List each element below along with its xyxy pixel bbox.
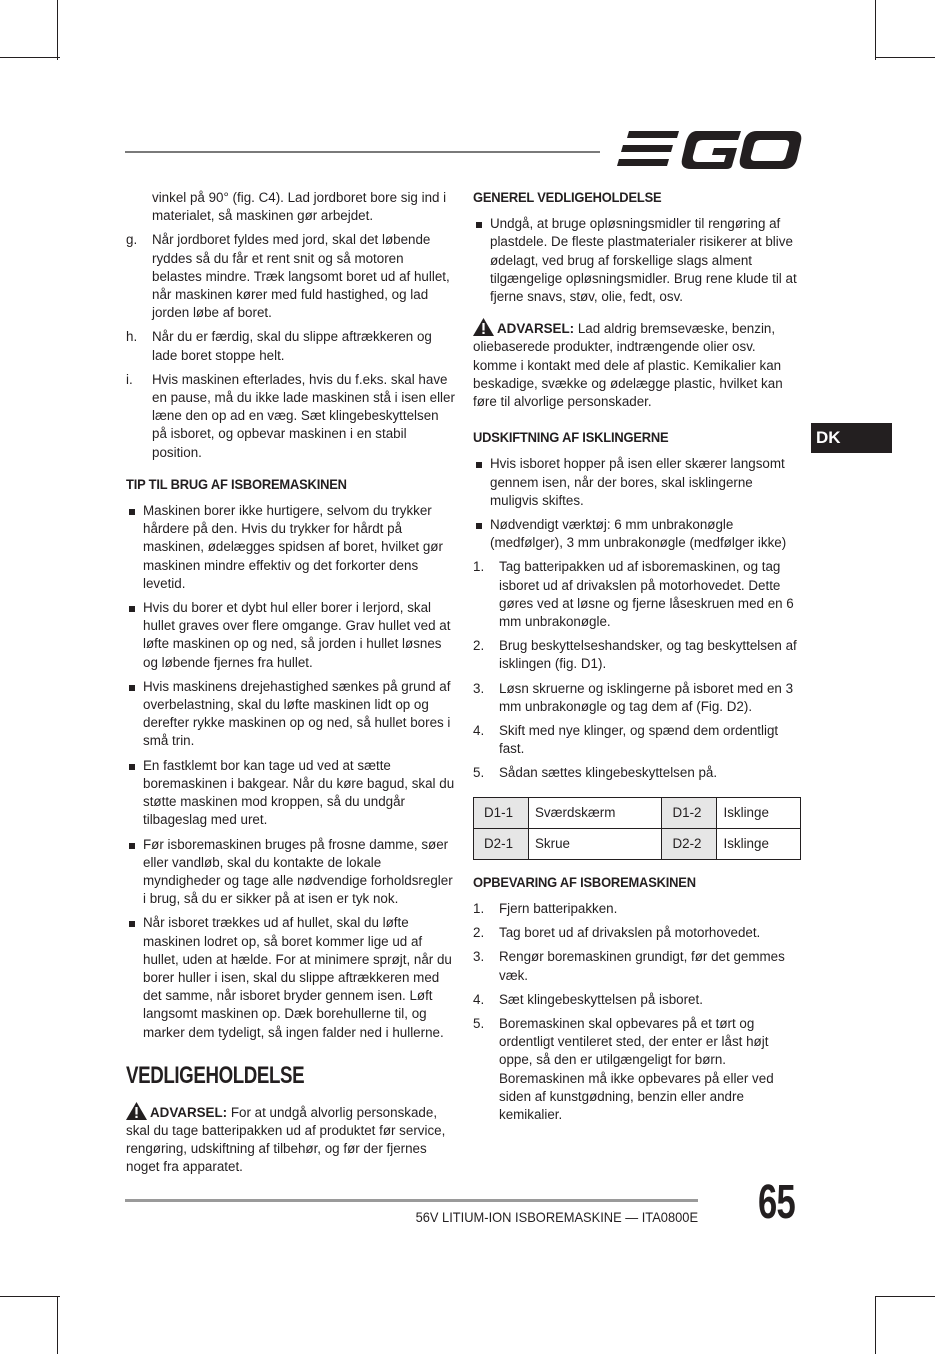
bullet-item [126,914,456,1041]
list-text: Skift med nye klinger, og spænd dem ordentligt fast. [499,723,779,757]
parts-table [473,797,801,860]
footer-title: 56V LITIUM-ION ISBOREMASKINE — ITA0800E [415,1209,698,1225]
bullet-text: Før isboremaskinen bruges på frosne damme, søer eller vandløb, skal du kontakte de lokale myndigheder og tage alle nødvendige forholdsregler i brug, så du er sikker på at isen er tyk nok. [143,836,453,907]
list-item [473,900,803,918]
list-marker: g. [126,232,138,248]
list-marker: 4. [473,723,485,739]
list-item [473,722,803,758]
warning-triangle-icon [473,318,494,336]
list-item [473,680,803,716]
list-item [473,924,803,942]
blade-replacement-heading: UDSKIFTNING AF ISKLINGERNE [473,430,669,446]
header-rule [125,151,600,153]
list-item [473,637,803,673]
list-text: Rengør boremaskinen grundigt, før det gemmes væk. [499,949,785,983]
bullet-item [473,455,803,510]
right-column [473,189,803,1130]
bullet-square-icon [476,523,482,529]
bullet-text: Hvis du borer et dybt hul eller borer i lerjord, skal hullet graves over flere omgange. Grav hullet ved at løfte maskinen op og ned, så jorden i hullet løsnes og løbende fjernes fra hullet. [143,600,451,670]
table-row [474,797,801,828]
warning-label: ADVARSEL: [150,1104,228,1120]
table-cell: Sværdskærm [529,797,662,828]
list-item [473,1015,803,1124]
table-cell: Isklinge [717,797,801,828]
bullet-item [126,757,456,830]
list-text: Tag boret ud af drivakslen på motorhovedet. [499,925,761,941]
list-item [126,371,456,462]
list-marker: 2. [473,925,485,941]
table-cell: Skrue [529,828,662,859]
maintenance-warning [126,1102,456,1177]
list-marker: 3. [473,680,485,696]
list-marker: 2. [473,638,485,654]
bullet-item [126,678,456,751]
intro-continuation: vinkel på 90° (fig. C4). Lad jordboret bore sig ind i materialet, så maskinen gør arbejdet. [152,190,447,224]
bullet-item [473,215,803,306]
list-item [126,231,456,322]
maintenance-heading: VEDLIGEHOLDELSE [126,1061,305,1089]
general-maintenance-heading: GENEREL VEDLIGEHOLDELSE [473,190,662,205]
language-tab: DK [811,423,892,453]
list-marker: 4. [473,991,485,1007]
warning-text: Lad aldrig bremsevæske, benzin, oliebaserede produkter, indtrængende olier osv. komme i kontakt med dele af plastic. Kemikalier kan beskadige, svække og ødelægge plastic, hvilket kan føre til alvorlige personskader. [473,321,783,410]
table-cell: D1-2 [662,797,717,828]
tips-heading: TIP TIL BRUG AF ISBOREMASKINEN [126,476,347,492]
bullet-item [473,516,803,552]
bullet-square-icon [476,462,482,468]
table-cell: Isklinge [717,828,801,859]
table-cell: D2-2 [662,828,717,859]
warning-text: For at undgå alvorlig personskade, skal du tage batteripakken ud af produktet før service, rengøring, udskiftning af tilbehør, og før der fjernes noget fra apparatet. [126,1104,446,1175]
list-text: Sæt klingebeskyttelsen på isboret. [499,991,703,1007]
list-text: Brug beskyttelseshandsker, og tag beskyttelsen af isklingen (fig. D1). [499,638,797,672]
bullet-text: Maskinen borer ikke hurtigere, selvom du trykker hårdere på den. Hvis du trykker for hårdt på maskinen, ødelægges spidsen af boret, hvilket gør maskinen mindre effektiv og det forkorter dens levetid. [143,503,443,591]
list-marker: i. [126,371,133,387]
bullet-item [126,599,456,672]
bullet-square-icon [129,843,135,849]
warning-triangle-icon [126,1102,147,1120]
list-text: Sådan sættes klingebeskyttelsen på. [499,765,718,781]
list-item [473,991,803,1009]
page-number: 65 [758,1176,796,1229]
bullet-text: En fastklemt bor kan tage ud ved at sætte boremaskinen i bakgear. Når du køre bagud, skal du støtte maskinen mod kroppen, så du undgår tilbageslag med uret. [143,757,455,828]
bullet-item [126,502,456,593]
footer-rule [125,1199,698,1202]
list-marker: 5. [473,1015,485,1031]
ego-logo [617,128,802,172]
bullet-text: Hvis isboret hopper på isen eller skærer langsomt gennem isen, når der bores, skal isklingerne muligvis skiftes. [490,456,785,508]
left-column [126,189,456,1189]
bullet-square-icon [129,606,135,612]
list-text: Boremaskinen skal opbevares på et tørt og ordentligt ventileret sted, der enter er låst højt oppe, så den er utilgængeligt for børn. Boremaskinen må ikke opbevares på eller ved siden af kunstgødning, benzin eller andre kemikalier. [499,1015,774,1122]
list-text: Løsn skruerne og isklingerne på isboret med en 3 mm unbrakonøgle og tag dem af (Fig. D2). [499,680,794,714]
bullet-square-icon [129,764,135,770]
bullet-text: Nødvendigt værktøj: 6 mm unbrakonøgle (medfølger), 3 mm unbrakonøgle (medfølger ikke) [490,517,787,551]
list-text: Når du er færdig, skal du slippe aftrækkeren og lade boret stoppe helt. [152,329,432,363]
storage-heading: OPBEVARING AF ISBOREMASKINEN [473,874,696,890]
bullet-item [126,836,456,909]
list-text: Hvis maskinen efterlades, hvis du f.eks. skal have en pause, må du ikke lade maskinen stå i isen eller læne den op ad en væg. Sæt klingebeskyttelsen på isboret, og opbevar maskinen i en stabil position. [152,371,455,460]
list-item [473,558,803,631]
list-marker: 3. [473,949,485,965]
bullet-square-icon [129,921,135,927]
list-marker: h. [126,329,138,345]
list-item [473,764,803,782]
list-item [126,328,456,364]
bullet-text: Undgå, at bruge opløsningsmidler til rengøring af plastdele. De fleste plastmaterialer risikerer at blive ødelagt, ved brug af forskellige slags alment tilgængelige opløsningsmidler. Brug rene klude til at fjerne snavs, støv, olie, fedt, osv. [490,216,797,305]
bullet-square-icon [129,685,135,691]
table-cell: D1-1 [474,797,529,828]
table-cell: D2-1 [474,828,529,859]
bullet-text: Når isboret trækkes ud af hullet, skal du løfte maskinen lodret op, så boret kommer lige ud af hullet, uden at hælde. For at minimere sprøjt, når du borer huller i isen, skal du slippe aftrækkeren med det samme, når isboret bryder gennem isen. Løft langsomt maskinen op. Dæk borehullerne til, og marker dem tydeligt, så ingen falder ned i hullerne. [143,915,452,1040]
table-row [474,828,801,859]
list-item [473,948,803,984]
bullet-text: Hvis maskinens drejehastighed sænkes på grund af overbelastning, skal du løfte maskinen lidt op og derefter rykke maskinen op og ned, så hullet bores i små trin. [143,678,451,749]
bullet-square-icon [476,222,482,228]
list-text: Når jordboret fyldes med jord, skal det løbende ryddes så du får et rent snit og så motoren belastes mindre. Træk langsomt boret ud af hullet, når maskinen kører med fuld hastighed, og lad jorden løbe af boret. [152,232,450,321]
bullet-square-icon [129,509,135,515]
general-warning [473,318,803,411]
list-marker: 1. [473,559,485,575]
list-text: Fjern batteripakken. [499,900,618,916]
list-text: Tag batteripakken ud af isboremaskinen, og tag isboret ud af drivakslen på motorhovedet. Dette gøres ved at løsne og fjerne låseskruen med en 6 mm unbrakonøgle. [499,559,794,630]
list-marker: 5. [473,765,485,781]
warning-label: ADVARSEL: [497,321,575,337]
list-marker: 1. [473,900,485,916]
